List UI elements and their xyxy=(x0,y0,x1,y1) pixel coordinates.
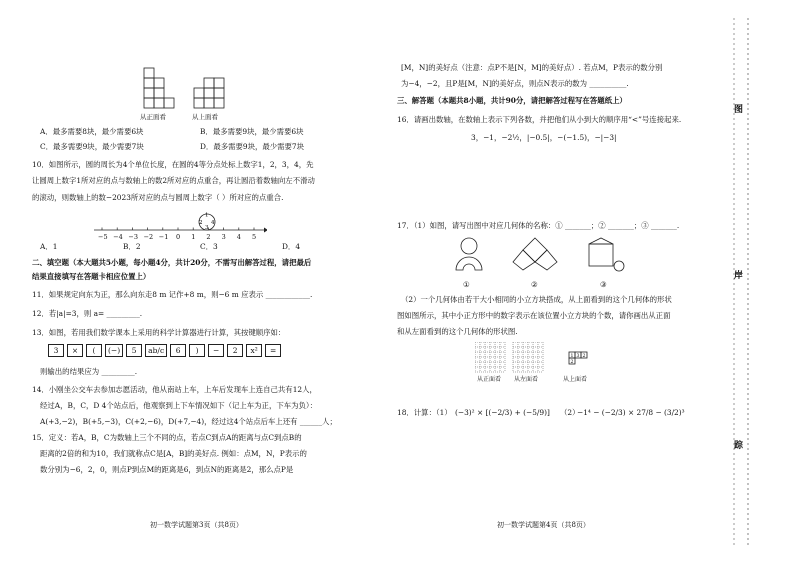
q14-line-3: A(+3,−2)，B(+5,−3)，C(+2,−6)，D(+7,−4)，经过这4个站点后车上还有 ______人； xyxy=(40,417,337,426)
section-2-heading-line-1: 二、填空题（本大题共5小题，每小题4分，共计20分，不需写出解答过程，请把最后 xyxy=(32,258,312,267)
q9-option-a: A．最多需要8块，最少需要6块 xyxy=(40,127,144,136)
q13: 13．如图，若用我们数学课本上采用的科学计算器进行计算，其按键顺序如： xyxy=(32,328,286,337)
number-line-tick-label: 5 xyxy=(252,233,257,241)
circle-digit-3: 3 xyxy=(205,225,209,231)
calc-key: 6 xyxy=(170,344,186,357)
circle-digit-1: 1 xyxy=(205,212,209,219)
q18-part-2: −1⁴ − (−2/3) × 27/8 − (3/2)³ xyxy=(577,408,685,417)
number-line-tick-label: −5 xyxy=(98,233,108,241)
q17-part-2-line-1: （2）一个几何体由若干大小相同的小立方块搭成，从上面看到的这个几何体的形状 xyxy=(401,295,672,304)
q17-part-2-line-2: 图如图所示，其中小正方形中的数字表示在该位置小立方块的个数，请你画出从正面 xyxy=(397,311,671,320)
binding-char-3: 踪 xyxy=(734,441,744,451)
q12: 12．若|a|=3，则 a= _________. xyxy=(32,309,143,318)
q10-option-b: B．2 xyxy=(123,242,141,251)
calc-key: ab/c xyxy=(145,344,167,357)
q10-option-a: A．1 xyxy=(40,242,58,251)
top-view-digit: 2 xyxy=(582,354,586,359)
number-line-tick-label: −3 xyxy=(128,233,138,241)
q15-cont-line-1: [M，N]的美好点（注意：点P不是[N，M]的美好点）. 若点M，P表示的数分别 xyxy=(401,63,663,72)
calc-key: = xyxy=(265,344,281,357)
solid-2-label: ② xyxy=(531,280,538,289)
q16-numbers: 3，−1，−2½，|−0.5|，−(−1.5)，−|−3| xyxy=(471,133,617,142)
q13-result: 则输出的结果应为 _________. xyxy=(40,367,138,376)
circle-digit-2: 2 xyxy=(199,220,203,226)
calc-key: x² xyxy=(246,344,262,357)
calc-key: 3 xyxy=(48,344,64,357)
q17-part-1: 17．（1）如图，请写出图中对应几何体的名称：① _______；② _______；③ _______. xyxy=(397,221,680,230)
circle-digit-4: 4 xyxy=(211,220,215,226)
grid-label-front: 从正面看 xyxy=(477,376,502,383)
q16: 16．请画出数轴，在数轴上表示下列各数，并把他们从小到大的顺序用“<”号连接起来. xyxy=(397,115,682,124)
q17-part-2-line-3: 和从左面看到的这个几何体的形状图. xyxy=(397,327,518,336)
q18-part-1: (−3)² × [(−2/3) + (−5/9)] xyxy=(455,408,550,417)
page-4-footer: 初一数学试题第4页（共8页） xyxy=(497,521,590,529)
top-view-digit: 3 xyxy=(576,354,580,359)
number-line-figure xyxy=(92,206,267,242)
page-3-footer: 初一数学试题第3页（共8页） xyxy=(150,521,243,529)
top-view-label: 从上面看 xyxy=(192,113,218,121)
calc-key: 2 xyxy=(227,344,243,357)
calc-key: × xyxy=(67,344,83,357)
q9-option-d: D．最多需要9块，最少需要7块 xyxy=(200,142,305,151)
calculator-key-sequence xyxy=(48,344,281,357)
solids-figure xyxy=(447,236,647,286)
q15-line-3: 数分别为−6，2，0，则点P到点M的距离是6，到点N的距离是2，那么点P是 xyxy=(40,465,294,474)
calc-key: ) xyxy=(189,344,205,357)
front-view-label: 从正面看 xyxy=(140,113,166,121)
q15-line-1: 15．定义：若A，B，C为数轴上三个不同的点，若点C到点A的距离与点C到点B的 xyxy=(32,433,302,442)
section-3-heading: 三、解答题（本题共8小题，共计90分，请把解答过程写在答题纸上） xyxy=(397,96,627,105)
grid-label-top: 从上面看 xyxy=(563,376,588,383)
q11: 11．如果规定向东为正，那么向东走8 m 记作+8 m，则−6 m 应表示 ____________. xyxy=(32,290,313,299)
q10-line-2: 让圆周上数字1所对应的点与数轴上的数2所对应的点重合，再让圆沿着数轴向左不滑动 xyxy=(32,176,315,185)
q18-label: 18．计算：（1） xyxy=(397,408,452,417)
q10-option-c: C．3 xyxy=(200,242,218,251)
binding-char-1: 图 xyxy=(734,105,744,115)
number-line-tick-label: 3 xyxy=(221,233,226,241)
binding-margin xyxy=(724,0,794,562)
page-4 xyxy=(397,0,717,562)
q10-line-3: 的滚动，则数轴上的数−2023所对应的点与圆周上数字（ ）所对应的点重合. xyxy=(32,193,284,202)
number-line-tick-label: −2 xyxy=(143,233,154,241)
solid-1-label: ① xyxy=(463,280,470,289)
grid-label-left: 从左面看 xyxy=(514,376,539,383)
number-line-tick-label: 0 xyxy=(176,233,181,241)
number-line-tick-label: 4 xyxy=(236,233,241,241)
q10-line-1: 10．如图所示，圆的周长为4个单位长度，在圆的4等分点处标上数字1，2，3，4，先 xyxy=(32,160,314,169)
q15-line-2: 距离的2倍的和为10，我们就称点C是[A，B]的美好点. 例如：点M，N，P表示的 xyxy=(40,449,307,458)
number-line-tick-label: −1 xyxy=(158,233,169,241)
top-view-digit: 2 xyxy=(570,360,574,365)
q9-option-c: C．最多需要9块，最少需要7块 xyxy=(40,142,144,151)
section-2-heading-line-2: 结果直接填写在答题卡相应位置上） xyxy=(32,272,151,281)
binding-char-2: 岸 xyxy=(734,271,744,281)
calc-key: ( xyxy=(86,344,102,357)
q14-line-2: 经过A，B，C，D 4个站点后，他观察到上下车情况如下（记上车为正，下车为负）： xyxy=(40,401,317,410)
view-grids xyxy=(475,342,615,378)
q15-cont-line-2: 为−4，−2，且P是[M，N]的美好点，则点N表示的数为 __________. xyxy=(401,79,629,88)
solid-3-label: ③ xyxy=(600,280,607,289)
number-line-tick-label: −4 xyxy=(113,233,123,241)
calc-key: 5 xyxy=(126,344,142,357)
number-line-tick-label: 2 xyxy=(206,233,211,241)
calc-key: − xyxy=(208,344,224,357)
three-view-figure xyxy=(138,66,248,118)
q9-option-b: B．最多需要9块，最少需要6块 xyxy=(200,127,304,136)
q18-part-2-label: （2） xyxy=(560,408,580,417)
q14-line-1: 14．小刚坐公交车去参加志愿活动，他从南站上车，上车后发现车上连自己共有12人， xyxy=(32,385,317,394)
number-line-tick-label: 1 xyxy=(191,233,196,241)
top-view-digit: 1 xyxy=(570,354,574,359)
calc-key: (−) xyxy=(105,344,123,357)
q10-option-d: D．4 xyxy=(282,242,301,251)
